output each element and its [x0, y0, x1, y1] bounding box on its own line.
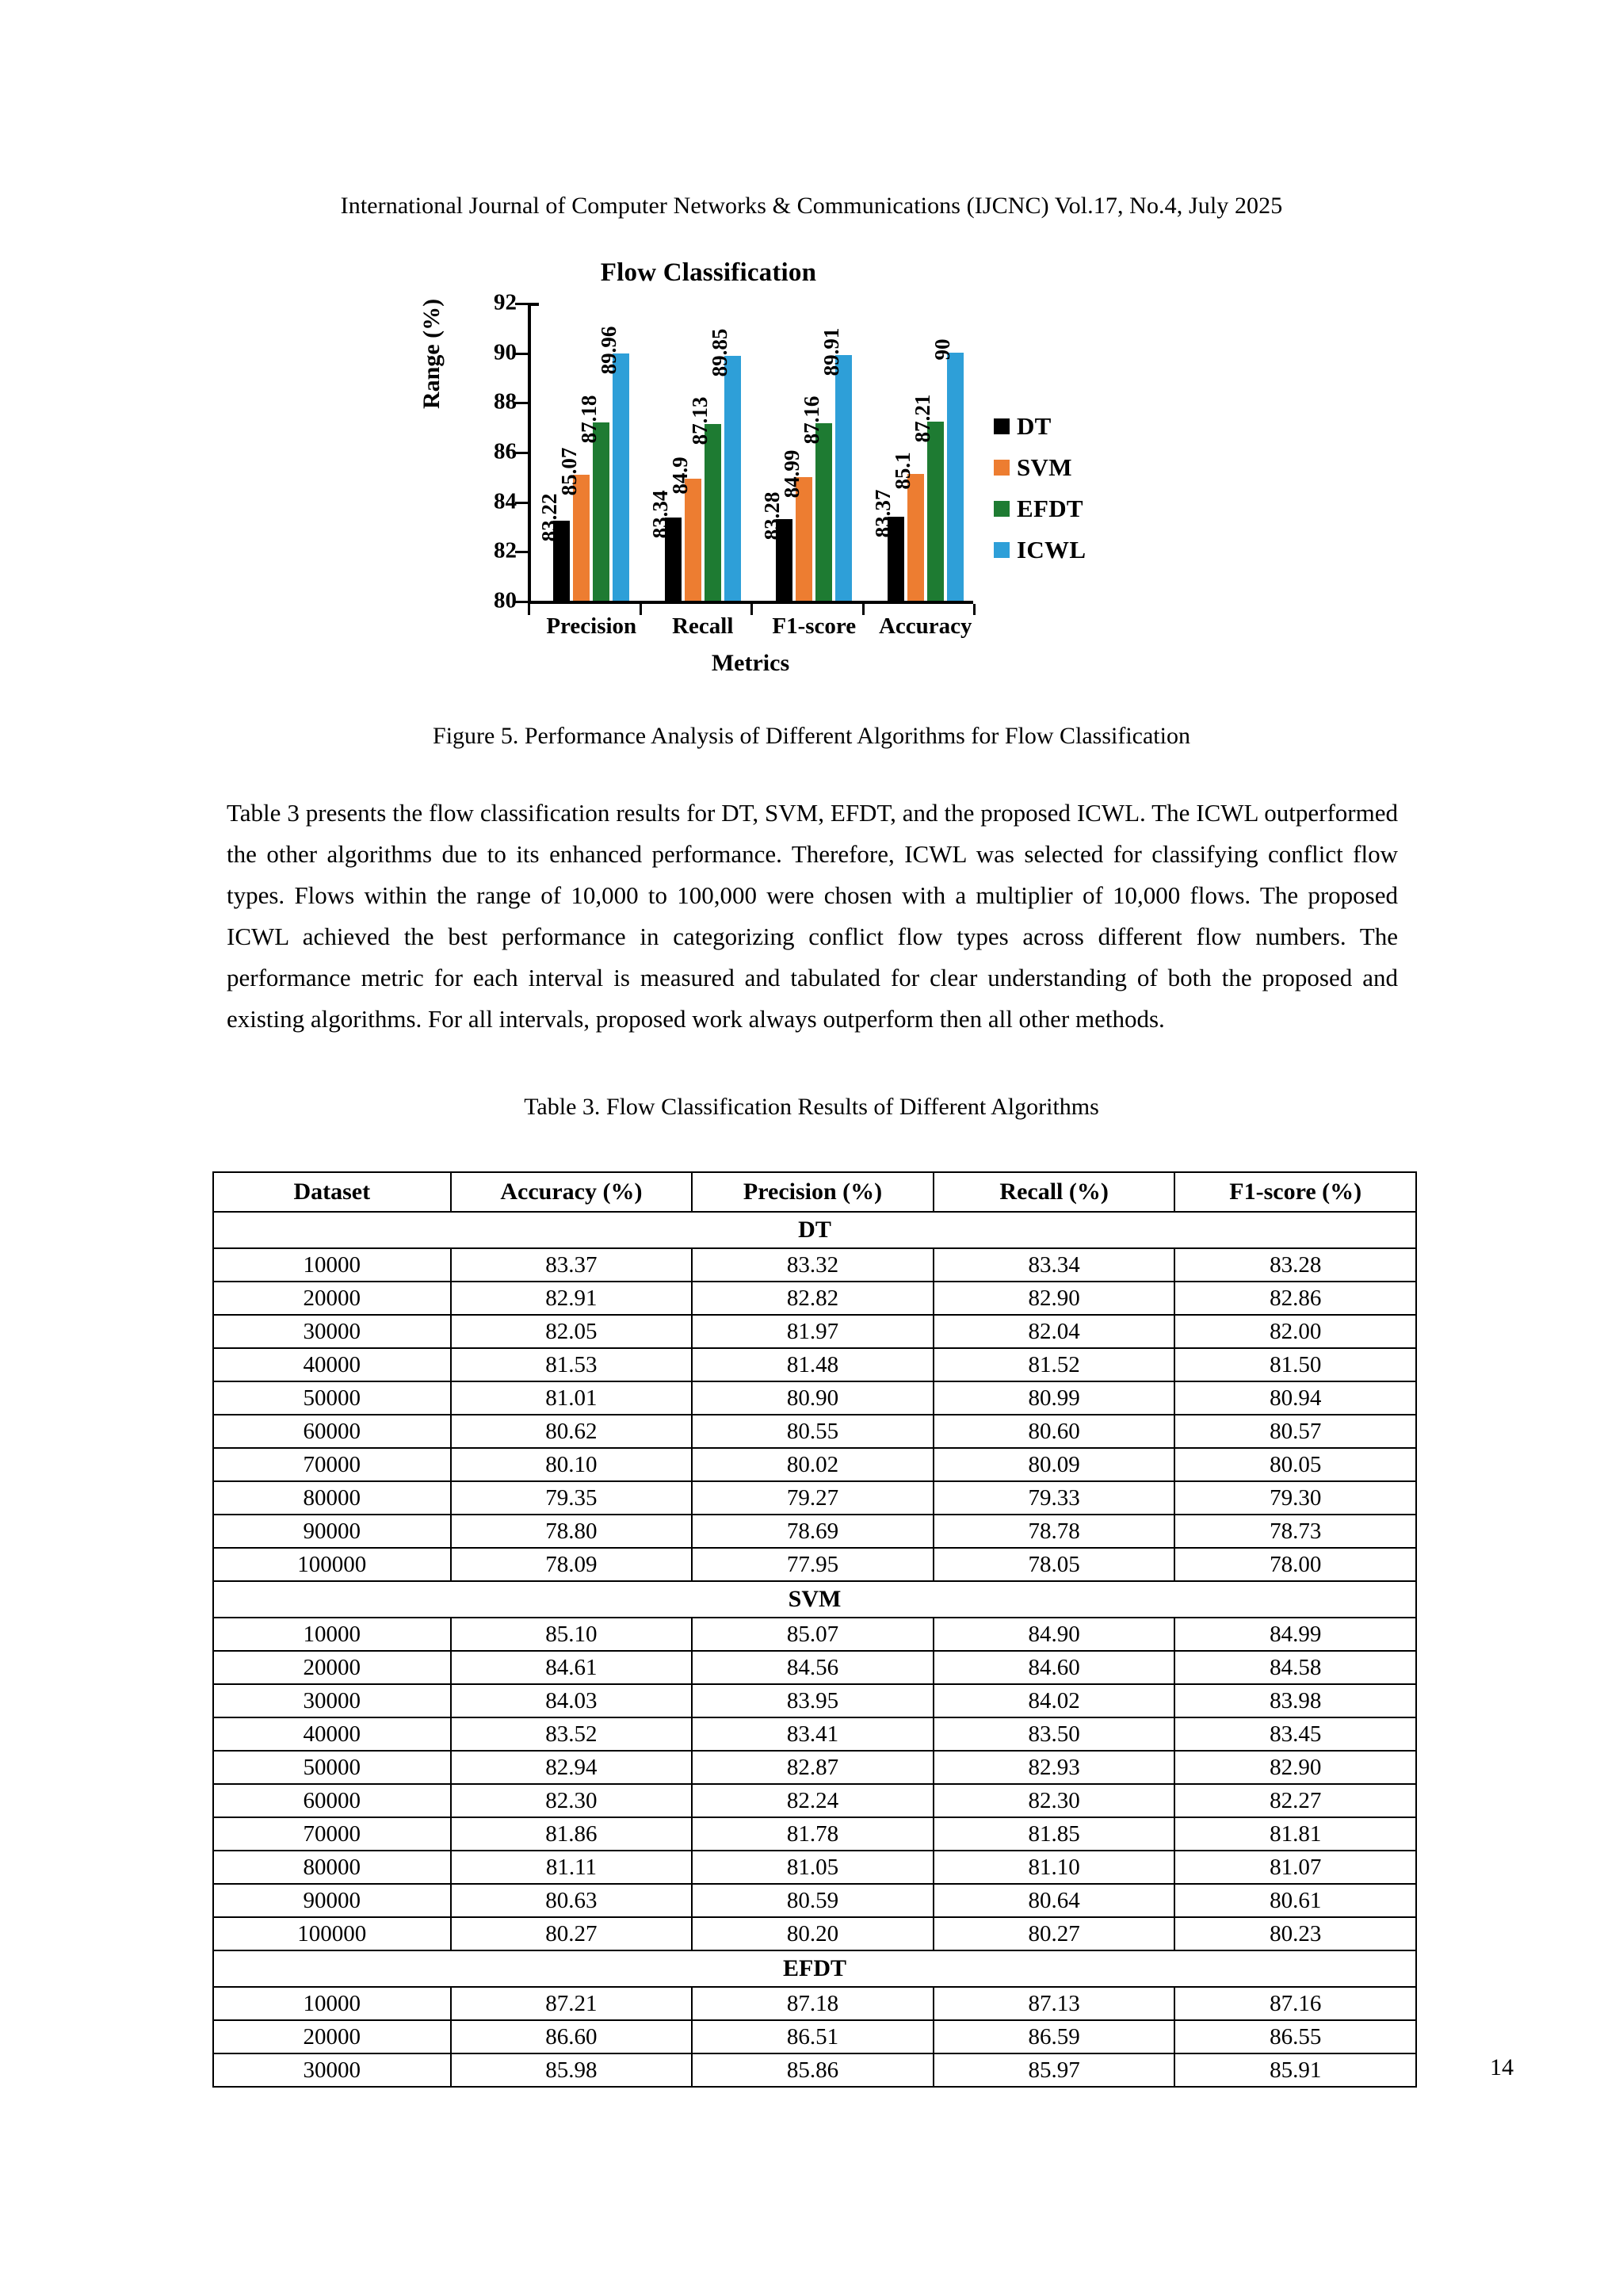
table-cell: 80.55 [692, 1415, 934, 1448]
table-cell: 80.60 [934, 1415, 1175, 1448]
table-cell: 80.27 [934, 1917, 1175, 1950]
table-column-header: Dataset [213, 1172, 451, 1212]
table-cell: 80.09 [934, 1448, 1175, 1481]
running-header: International Journal of Computer Networks & Communications (IJCNC) Vol.17, No.4, July 2025 [340, 193, 1283, 219]
chart-legend-item[interactable] [994, 529, 1086, 571]
chart-y-axis-top-cap [528, 303, 539, 306]
table-cell: 83.32 [692, 1248, 934, 1282]
table-cell: 82.91 [451, 1282, 693, 1315]
table-cell: 10000 [213, 1248, 451, 1282]
table-row [213, 1751, 1416, 1784]
chart-bar [819, 327, 852, 602]
chart-y-tick-mark [515, 303, 528, 305]
chart-bar [799, 395, 832, 601]
table-cell: 40000 [213, 1717, 451, 1751]
chart-bar-value-label: 87.13 [688, 396, 712, 445]
table-row [213, 1618, 1416, 1651]
table-cell: 83.98 [1174, 1684, 1416, 1717]
table-cell: 30000 [213, 1315, 451, 1348]
table-cell: 84.61 [451, 1651, 693, 1684]
table-cell: 82.87 [692, 1751, 934, 1784]
chart-bar [911, 394, 944, 601]
body-paragraph: Table 3 presents the flow classification results for DT, SVM, EFDT, and the proposed ICWL. The ICWL outperformed the other algorithms due to its enhanced performance. Therefore, ICWL was selected for classifying conflict flow types. Flows within the range of 10,000 to 100,000 were chosen with a multiplier of 10,000 flows. The proposed ICWL achieved the best performance in categorizing conflict flow types across different flow numbers. The performance metric for each interval is measured and tabulated for clear understanding of both the proposed and existing algorithms. For all intervals, proposed work always outperform then all other methods. [227, 799, 1398, 1033]
table-cell: 79.35 [451, 1481, 693, 1515]
chart-bar-value-label: 84.9 [668, 457, 693, 495]
chart-legend-label: DT [1017, 412, 1052, 440]
results-table-wrapper [212, 1171, 1417, 2088]
chart-y-tick-mark [515, 402, 528, 404]
table-section-label: EFDT [213, 1950, 1416, 1987]
chart-bar-value-label: 89.91 [819, 327, 843, 376]
chart-bar [596, 326, 629, 601]
chart-bar [779, 449, 812, 601]
table-cell: 80.94 [1174, 1381, 1416, 1415]
chart-legend-item[interactable] [994, 488, 1086, 529]
chart-bar-value-label: 83.22 [537, 493, 561, 542]
table-cell: 79.30 [1174, 1481, 1416, 1515]
table-cell: 87.18 [692, 1987, 934, 2020]
figure-caption: Figure 5. Performance Analysis of Different Algorithms for Flow Classification [433, 723, 1190, 749]
chart-bar [648, 490, 682, 601]
table-cell: 83.34 [934, 1248, 1175, 1282]
table-cell: 80.20 [692, 1917, 934, 1950]
chart-bar [688, 396, 721, 601]
table-cell: 82.82 [692, 1282, 934, 1315]
table-cell: 83.52 [451, 1717, 693, 1751]
table-cell: 78.09 [451, 1548, 693, 1581]
table-cell: 30000 [213, 2053, 451, 2087]
table-cell: 78.00 [1174, 1548, 1416, 1581]
table-section-label: DT [213, 1212, 1416, 1248]
table-cell: 84.90 [934, 1618, 1175, 1651]
table-row [213, 1448, 1416, 1481]
chart-bar-value-label: 89.85 [708, 329, 732, 377]
chart-x-tick-mark [528, 604, 530, 615]
table-section-row [213, 1581, 1416, 1618]
table-cell: 30000 [213, 1684, 451, 1717]
table-column-header: Accuracy (%) [451, 1172, 693, 1212]
table-cell: 60000 [213, 1415, 451, 1448]
table-cell: 20000 [213, 2020, 451, 2053]
table-cell: 81.48 [692, 1348, 934, 1381]
chart-bar-value-label: 85.1 [891, 452, 915, 490]
chart-bar [537, 493, 570, 601]
table-cell: 82.00 [1174, 1315, 1416, 1348]
table-cell: 80.63 [451, 1884, 693, 1917]
chart-bar-group [648, 303, 741, 601]
table-cell: 83.41 [692, 1717, 934, 1751]
table-cell: 79.33 [934, 1481, 1175, 1515]
table-cell: 80.23 [1174, 1917, 1416, 1950]
table-cell: 90000 [213, 1884, 451, 1917]
table-section-row [213, 1212, 1416, 1248]
table-cell: 78.69 [692, 1515, 934, 1548]
table-body [213, 1212, 1416, 2087]
table-cell: 82.90 [1174, 1751, 1416, 1784]
table-cell: 85.86 [692, 2053, 934, 2087]
table-row [213, 1515, 1416, 1548]
table-cell: 85.98 [451, 2053, 693, 2087]
chart-y-tick-label: 80 [494, 587, 517, 613]
table-cell: 80.10 [451, 1448, 693, 1481]
table-cell: 84.58 [1174, 1651, 1416, 1684]
table-cell: 85.10 [451, 1618, 693, 1651]
table-cell: 20000 [213, 1651, 451, 1684]
table-cell: 85.97 [934, 2053, 1175, 2087]
chart-bar-value-label: 87.16 [799, 395, 823, 445]
chart-x-tick-mark [862, 604, 865, 615]
table-row [213, 1987, 1416, 2020]
table-cell: 81.01 [451, 1381, 693, 1415]
chart-bar-group [871, 303, 964, 601]
table-cell: 100000 [213, 1917, 451, 1950]
table-row [213, 1817, 1416, 1851]
table-row [213, 1884, 1416, 1917]
chart-legend-label: SVM [1017, 453, 1072, 481]
chart-bar-group [537, 303, 629, 601]
table-cell: 77.95 [692, 1548, 934, 1581]
chart-y-tick-label: 88 [494, 388, 517, 415]
table-cell: 82.30 [934, 1784, 1175, 1817]
table-cell: 80.62 [451, 1415, 693, 1448]
table-column-header: F1-score (%) [1174, 1172, 1416, 1212]
chart-x-tick-mark [750, 604, 753, 615]
table-cell: 82.05 [451, 1315, 693, 1348]
table-cell: 80000 [213, 1851, 451, 1884]
table-cell: 82.94 [451, 1751, 693, 1784]
chart-bar-group [759, 303, 852, 601]
table-cell: 80.64 [934, 1884, 1175, 1917]
table-cell: 80.57 [1174, 1415, 1416, 1448]
table-cell: 87.16 [1174, 1987, 1416, 2020]
chart-legend-swatch [994, 460, 1010, 476]
table-row [213, 1481, 1416, 1515]
chart-y-tick-label: 90 [494, 339, 517, 365]
table-cell: 80.61 [1174, 1884, 1416, 1917]
table-column-header: Precision (%) [692, 1172, 934, 1212]
chart-legend-item[interactable] [994, 447, 1086, 488]
table-cell: 86.51 [692, 2020, 934, 2053]
chart-legend-label: ICWL [1017, 536, 1086, 563]
table-cell: 80.99 [934, 1381, 1175, 1415]
table-cell: 80.27 [451, 1917, 693, 1950]
table-row [213, 1248, 1416, 1282]
chart-bar-value-label: 90 [930, 338, 955, 361]
table-head [213, 1172, 1416, 1212]
chart-legend-swatch [994, 542, 1010, 558]
table-cell: 81.05 [692, 1851, 934, 1884]
table-caption: Table 3. Flow Classification Results of Different Algorithms [524, 1094, 1099, 1120]
table-header-row [213, 1172, 1416, 1212]
chart-bar [708, 329, 741, 601]
chart-bar-value-label: 84.99 [779, 449, 804, 499]
table-cell: 83.28 [1174, 1248, 1416, 1282]
chart-legend [994, 406, 1086, 571]
table-row [213, 1381, 1416, 1415]
table-cell: 82.04 [934, 1315, 1175, 1348]
table-row [213, 1917, 1416, 1950]
chart-legend-label: EFDT [1017, 495, 1083, 522]
table-cell: 90000 [213, 1515, 451, 1548]
table-cell: 78.05 [934, 1548, 1175, 1581]
table-cell: 83.50 [934, 1717, 1175, 1751]
table-cell: 86.55 [1174, 2020, 1416, 2053]
table-cell: 82.30 [451, 1784, 693, 1817]
table-cell: 81.86 [451, 1817, 693, 1851]
table-cell: 50000 [213, 1751, 451, 1784]
chart-bar-value-label: 89.96 [596, 326, 621, 375]
table-cell: 87.21 [451, 1987, 693, 2020]
table-cell: 50000 [213, 1381, 451, 1415]
chart-bar [576, 395, 609, 601]
table-cell: 78.80 [451, 1515, 693, 1548]
chart-x-tick-mark [640, 604, 642, 615]
chart-x-category-label: Precision [546, 613, 637, 639]
table-cell: 85.91 [1174, 2053, 1416, 2087]
table-row [213, 1548, 1416, 1581]
chart-x-tick-mark [973, 604, 976, 615]
table-row [213, 1717, 1416, 1751]
chart-bar [871, 490, 904, 601]
table-cell: 78.73 [1174, 1515, 1416, 1548]
table-cell: 86.59 [934, 2020, 1175, 2053]
table-row [213, 1315, 1416, 1348]
chart-bar [930, 338, 964, 601]
table-cell: 81.53 [451, 1348, 693, 1381]
table-cell: 84.56 [692, 1651, 934, 1684]
table-cell: 10000 [213, 1618, 451, 1651]
chart-bar [556, 447, 590, 601]
chart-bar-value-label: 83.28 [759, 491, 784, 541]
table-row [213, 2020, 1416, 2053]
table-cell: 78.78 [934, 1515, 1175, 1548]
table-row [213, 1415, 1416, 1448]
chart-bar [759, 491, 792, 601]
chart-y-tick-label: 82 [494, 537, 517, 563]
table-cell: 80.05 [1174, 1448, 1416, 1481]
table-cell: 83.37 [451, 1248, 693, 1282]
table-row [213, 1651, 1416, 1684]
table-row [213, 1282, 1416, 1315]
table-cell: 81.50 [1174, 1348, 1416, 1381]
table-cell: 84.60 [934, 1651, 1175, 1684]
chart-legend-swatch [994, 501, 1010, 517]
chart-bar-value-label: 83.34 [648, 490, 673, 539]
bar-chart [391, 254, 1232, 697]
table-cell: 83.45 [1174, 1717, 1416, 1751]
table-cell: 79.27 [692, 1481, 934, 1515]
table-cell: 81.85 [934, 1817, 1175, 1851]
table-row [213, 1684, 1416, 1717]
table-cell: 60000 [213, 1784, 451, 1817]
table-row [213, 1784, 1416, 1817]
chart-bar [668, 457, 701, 601]
table-cell: 82.93 [934, 1751, 1175, 1784]
chart-x-category-label: F1-score [772, 613, 857, 639]
table-cell: 87.13 [934, 1987, 1175, 2020]
table-cell: 84.03 [451, 1684, 693, 1717]
chart-y-tick-label: 92 [494, 289, 517, 315]
results-table [212, 1171, 1417, 2088]
chart-y-tick-mark [515, 353, 528, 355]
table-cell: 85.07 [692, 1618, 934, 1651]
table-cell: 40000 [213, 1348, 451, 1381]
chart-bar-value-label: 87.21 [911, 394, 935, 443]
chart-legend-swatch [994, 418, 1010, 434]
table-cell: 82.86 [1174, 1282, 1416, 1315]
table-cell: 81.11 [451, 1851, 693, 1884]
chart-legend-item[interactable] [994, 406, 1086, 447]
table-cell: 80.90 [692, 1381, 934, 1415]
table-row [213, 1851, 1416, 1884]
chart-x-category-label: Recall [672, 613, 734, 639]
table-cell: 81.10 [934, 1851, 1175, 1884]
chart-bar-value-label: 85.07 [556, 447, 581, 496]
chart-y-tick-label: 84 [494, 488, 517, 514]
chart-bar-value-label: 83.37 [871, 490, 896, 538]
table-cell: 81.81 [1174, 1817, 1416, 1851]
table-cell: 83.95 [692, 1684, 934, 1717]
table-cell: 84.99 [1174, 1618, 1416, 1651]
table-cell: 10000 [213, 1987, 451, 2020]
table-row [213, 1348, 1416, 1381]
table-cell: 80.02 [692, 1448, 934, 1481]
chart-x-category-label: Accuracy [878, 613, 972, 639]
chart-y-tick-mark [515, 601, 528, 603]
table-cell: 70000 [213, 1448, 451, 1481]
chart-title: Flow Classification [600, 258, 817, 287]
chart-bar [891, 452, 924, 601]
table-cell: 80000 [213, 1481, 451, 1515]
table-section-label: SVM [213, 1581, 1416, 1618]
chart-y-tick-mark [515, 452, 528, 454]
page-number: 14 [1490, 2054, 1514, 2080]
table-cell: 81.97 [692, 1315, 934, 1348]
chart-y-tick-mark [515, 551, 528, 553]
figure-5 [0, 254, 1623, 697]
table-cell: 81.52 [934, 1348, 1175, 1381]
chart-x-axis-label: Metrics [711, 650, 790, 676]
table-cell: 82.24 [692, 1784, 934, 1817]
table-column-header: Recall (%) [934, 1172, 1175, 1212]
table-cell: 82.90 [934, 1282, 1175, 1315]
table-cell: 84.02 [934, 1684, 1175, 1717]
table-cell: 70000 [213, 1817, 451, 1851]
table-cell: 81.78 [692, 1817, 934, 1851]
chart-y-tick-label: 86 [494, 438, 517, 464]
table-cell: 86.60 [451, 2020, 693, 2053]
chart-y-axis-line [528, 303, 531, 604]
table-cell: 82.27 [1174, 1784, 1416, 1817]
chart-plot-area [494, 289, 973, 639]
table-cell: 20000 [213, 1282, 451, 1315]
chart-y-axis-label: Range (%) [418, 298, 445, 409]
table-cell: 81.07 [1174, 1851, 1416, 1884]
table-cell: 80.59 [692, 1884, 934, 1917]
table-section-row [213, 1950, 1416, 1987]
table-cell: 100000 [213, 1548, 451, 1581]
chart-bar-value-label: 87.18 [576, 395, 601, 444]
chart-y-tick-mark [515, 502, 528, 504]
